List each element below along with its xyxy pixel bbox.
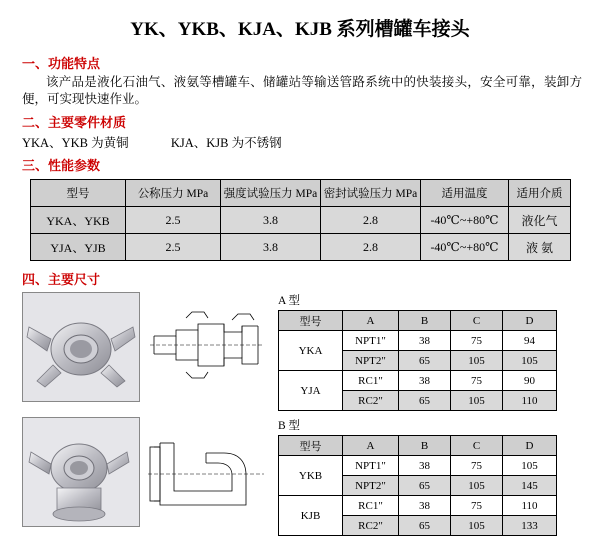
dim-cell: NPT2" — [343, 476, 399, 496]
dim-cell-model: YKA — [279, 331, 343, 371]
dim-cell: 75 — [451, 496, 503, 516]
dim-cell: 145 — [503, 476, 557, 496]
dim-cell: 133 — [503, 516, 557, 536]
dim-cell: NPT1" — [343, 456, 399, 476]
dim-header-cell: A — [343, 311, 399, 331]
perf-cell: 3.8 — [221, 234, 321, 261]
dim-cell: RC2" — [343, 516, 399, 536]
dimension-block-a — [22, 292, 600, 411]
table-row — [279, 496, 557, 516]
perf-cell: 液化气 — [509, 207, 571, 234]
perf-cell: 2.5 — [126, 207, 221, 234]
dim-cell: 38 — [399, 331, 451, 351]
perf-header-cell: 型号 — [31, 180, 126, 207]
dim-cell: 65 — [399, 516, 451, 536]
table-row — [279, 371, 557, 391]
dimension-table-a — [278, 310, 557, 411]
dim-cell: 65 — [399, 391, 451, 411]
dim-cell-model: YJA — [279, 371, 343, 411]
table-header-row — [31, 180, 571, 207]
perf-cell: -40℃~+80℃ — [421, 234, 509, 261]
dim-cell: 38 — [399, 496, 451, 516]
material-line-a: YKA、YKB 为黄铜 — [22, 136, 129, 150]
perf-header-cell: 强度试验压力 MPa — [221, 180, 321, 207]
product-photo-b — [22, 417, 140, 527]
perf-header-cell: 适用温度 — [421, 180, 509, 207]
features-paragraph: 该产品是液化石油气、液氨等槽罐车、储罐站等输送管路系统中的快装接头，安全可靠，装卸方便，可实现快速作业。 — [22, 75, 582, 106]
perf-cell: -40℃~+80℃ — [421, 207, 509, 234]
dim-cell: 94 — [503, 331, 557, 351]
table-row — [279, 456, 557, 476]
dim-cell: 75 — [451, 371, 503, 391]
table-row — [279, 331, 557, 351]
perf-header-cell: 公称压力 MPa — [126, 180, 221, 207]
dim-cell: 105 — [451, 476, 503, 496]
dim-cell: 105 — [451, 351, 503, 371]
perf-cell: 液 氨 — [509, 234, 571, 261]
dim-cell: 105 — [451, 516, 503, 536]
dimension-block-b — [22, 417, 600, 536]
dim-cell: NPT1" — [343, 331, 399, 351]
type-label-a: A 型 — [278, 295, 301, 307]
technical-drawing-b — [146, 417, 268, 525]
perf-cell: 2.8 — [321, 234, 421, 261]
dim-cell-model: KJB — [279, 496, 343, 536]
material-lines — [22, 133, 600, 151]
dim-cell: 75 — [451, 331, 503, 351]
dim-cell: 75 — [451, 456, 503, 476]
dimension-table-col-b — [278, 417, 557, 536]
dim-header-cell: D — [503, 436, 557, 456]
dim-cell: 105 — [503, 351, 557, 371]
table-header-row — [279, 436, 557, 456]
dimension-table-col-a — [278, 292, 557, 411]
perf-header-cell: 适用介质 — [509, 180, 571, 207]
dim-cell: 105 — [503, 456, 557, 476]
page-title: YK、YKB、KJA、KJB 系列槽罐车接头 — [130, 19, 470, 40]
perf-cell: 2.8 — [321, 207, 421, 234]
dim-cell: RC1" — [343, 496, 399, 516]
dim-header-cell: B — [399, 436, 451, 456]
dim-cell: 110 — [503, 496, 557, 516]
perf-cell: 3.8 — [221, 207, 321, 234]
section-heading-dimensions: 四、主要尺寸 — [22, 272, 101, 287]
table-row — [31, 234, 571, 261]
dim-header-cell: C — [451, 311, 503, 331]
type-label-b: B 型 — [278, 420, 301, 432]
dimension-table-b — [278, 435, 557, 536]
perf-header-cell: 密封试验压力 MPa — [321, 180, 421, 207]
perf-cell-model: YKA、YKB — [31, 207, 126, 234]
section-heading-features: 一、功能特点 — [22, 56, 101, 71]
dim-header-cell: A — [343, 436, 399, 456]
dim-header-cell: B — [399, 311, 451, 331]
perf-cell-model: YJA、YJB — [31, 234, 126, 261]
perf-cell: 2.5 — [126, 234, 221, 261]
dim-header-cell: C — [451, 436, 503, 456]
dim-header-cell: 型号 — [279, 436, 343, 456]
table-header-row — [279, 311, 557, 331]
technical-drawing-a — [146, 292, 268, 400]
section-heading-material: 二、主要零件材质 — [22, 115, 127, 130]
table-row — [31, 207, 571, 234]
dim-cell: 38 — [399, 371, 451, 391]
product-photo-a — [22, 292, 140, 402]
dim-cell: 110 — [503, 391, 557, 411]
dim-cell: RC1" — [343, 371, 399, 391]
dim-cell: RC2" — [343, 391, 399, 411]
dim-header-cell: D — [503, 311, 557, 331]
dim-cell: 65 — [399, 351, 451, 371]
dim-cell: NPT2" — [343, 351, 399, 371]
dim-cell: 90 — [503, 371, 557, 391]
dim-header-cell: 型号 — [279, 311, 343, 331]
dim-cell-model: YKB — [279, 456, 343, 496]
section-heading-performance: 三、性能参数 — [22, 158, 101, 173]
dim-cell: 65 — [399, 476, 451, 496]
material-line-b: KJA、KJB 为不锈钢 — [170, 136, 282, 150]
performance-table — [30, 179, 571, 261]
dim-cell: 105 — [451, 391, 503, 411]
dim-cell: 38 — [399, 456, 451, 476]
